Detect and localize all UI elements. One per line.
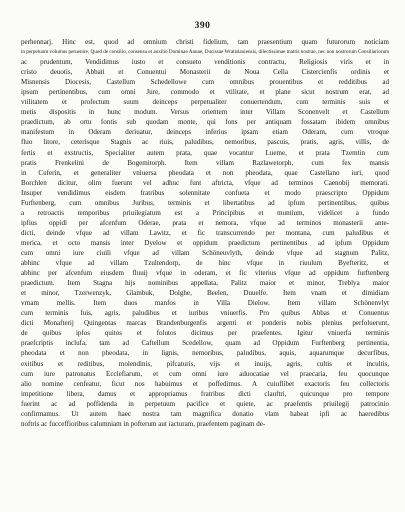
text-line: noftris ac fucceffioribus calumniam in pofterum aut iacturam, praefentem paginam de- — [21, 419, 266, 428]
text-line: fertis et exstructis, Specialiter autem prata, quae vocantur Lueme, et prata Tzemtin cum — [21, 148, 389, 157]
text-line: exitibus et reditibus, molendinis, pifcaturis, vijs et inuijs, agris, cultis et incultis, — [21, 359, 389, 368]
text-line: cum terminis fuis, agris, paludibus et iuribus vniuerfis. Pro quibus Abbas et Conuentus — [21, 309, 389, 318]
text-line: in Cuferin, et generaliter vniuersa pheodata et non pheodata, quae Castellano iuri, quod — [21, 168, 389, 177]
text-line: merica, et octo mansis inter Dyelow et oppidum praedictum pertinentibus ad ipfum Oppidum — [21, 238, 389, 247]
text-line: a retroactis temporibus priuilegiatum est a Principibus et muntium, videlicet a fundo — [21, 208, 389, 217]
text-line: perhennarj. Hinc est, quod ad omnium christi fidelium, tam praesentium quam futurorum noticiam — [21, 38, 389, 46]
text-line: Borchlen dicitur, olim fuerunt vel adhuc funt aftricta, vfque ad terminos Caenobij memorati. — [21, 178, 389, 187]
text-line: abhinc vfque ad villam Tzultendorp, de hinc vfque in riuulum Byefteritz, et — [21, 259, 389, 268]
text-line: impetitione libera, damus et appropriamus fratribus dicti clauftri, quicunque pro tempore — [21, 389, 389, 398]
text-line: dicti, deinde vfque ad villam Lawitz, et fic transcurrendo per montana, cum paludibus et — [21, 228, 389, 237]
text-line: in perpetuum volumus peruenire, Quod de consilio, consensu et auxilio Dominae Annae, Ducissae Wratislauiensis, dilectissimae matris nostrae, nec non nostrorum Consiliariorum — [21, 49, 389, 56]
text-line: ipfius oppidi per afcenfum Oderae, prata et nemora, vfque ad terminos monasterii ante- — [21, 218, 389, 227]
text-line: pratis Frenkelini de Bogemitorph. Item villam Razlawetorph, cum fex mansis — [21, 158, 389, 167]
text-line: ac prudentum, Vendidimus iusto et consueto venditionis contractu, Religiosis viris et in — [21, 58, 389, 67]
text-line: cristo deuotis, Abbati et Conuentui Monasterii de Noua Cella Cistercienfis ordinis et — [21, 68, 389, 77]
text-line: ipsum pertinentibus, cum omni Jure, commodo et vtilitate, et plane sicut nostrum erat, ad — [21, 88, 389, 97]
text-line: Furftenberg, cum omnibus Juribus, terminis et libertatibus ad ipfum pertinentibus, quibus — [21, 198, 389, 207]
text-line: dicti Monafterij Quingentas marcas Brandenburgenfis argenti et ponderis nobis plenius perfoluerunt, — [21, 319, 389, 328]
text-line: fuerint ac ad poffidenda in perpetuum pacifice et quiete, ac praefentis priuilegij patrocinio — [21, 399, 389, 408]
text-line: alio nomine cenfeatur, ficut nos habuimus et poffedimus. A cuiuflibet exactoris feu collectoris — [21, 379, 389, 388]
text-line: praefcriptis inclufa, tam ad Caftellum Scedellow, quam ad Oppidum Furftenberg pertinentia, — [21, 339, 389, 348]
text-line: pheodata et non pheodata, in lignis, nemoribus, paludibus, aquis, aquarumque decurfibus, — [21, 349, 389, 358]
text-line: praedictum, ab ortu fontis sub quodam monte, qui fons per antiquam fossatam ibidem omnibus — [21, 118, 389, 127]
text-line: fluo litore, ceterisque Stagnis ac riuis, paludibus, nemoribus, pascuis, pratis, agris, villis, de — [21, 138, 389, 147]
text-line: manifestum in Oderam deriuatur, deinceps inferius ipsam etiam Oderam, cum vtroque — [21, 128, 389, 137]
text-line: confirmamus. Ut autem haec nostra tam magnifica donatio vlam habeat ipfi ac haeredibus — [21, 409, 389, 418]
text-line: et minor, Tzerwenzyk, Glambuk, Dolghe, Beelen, Duuelfe. Item vnam et dimidiam — [21, 289, 389, 298]
text-line: vrnam mellis. Item duos manfos in Villa Dielow. Item villam Schönenvlyt — [21, 299, 389, 308]
text-line: Insuper vendidimus eisdem fratribus solennitate confueta et modo praescripto Oppidum — [21, 188, 389, 197]
text-line: cum omni iure ciuili vfque ad villam Schöneuvlyth, deinde vfque ad stagnum Palitz, — [21, 248, 389, 257]
text-line: praedictum. Item Stagna hijs nominibus appellata, Palitz maior et minor, Treblya maior — [21, 279, 389, 288]
text-line: Misnensis Diocesis, Castellum Schedellowe cum omnibus prouentibus et redditibus ad — [21, 78, 389, 87]
text-line: cum iure patronatus Ecclefiarum, et cum omni iure aduocatiae vel praecaria, feu quocunque — [21, 369, 389, 378]
text-line: metis dispositis in hunc modum. Versus orientem inter Villam Sconenvelt et Castellum — [21, 108, 389, 117]
document-body-text — [21, 37, 389, 429]
text-line: de quibus ipfos quitos et folutos dicimus per praefentes. Igitur vniuerfa terminis — [21, 329, 389, 338]
text-line: vtilitatem et profectum suum deinceps perpetualiter conuertendum, cum terminis suis et — [21, 98, 389, 107]
page-number: 390 — [194, 21, 211, 31]
text-line: abhinc per afcenfum eiusdem fluuij vfque in oderam, et fic vlterius vfque ad oppidum furftenberg — [21, 269, 389, 278]
